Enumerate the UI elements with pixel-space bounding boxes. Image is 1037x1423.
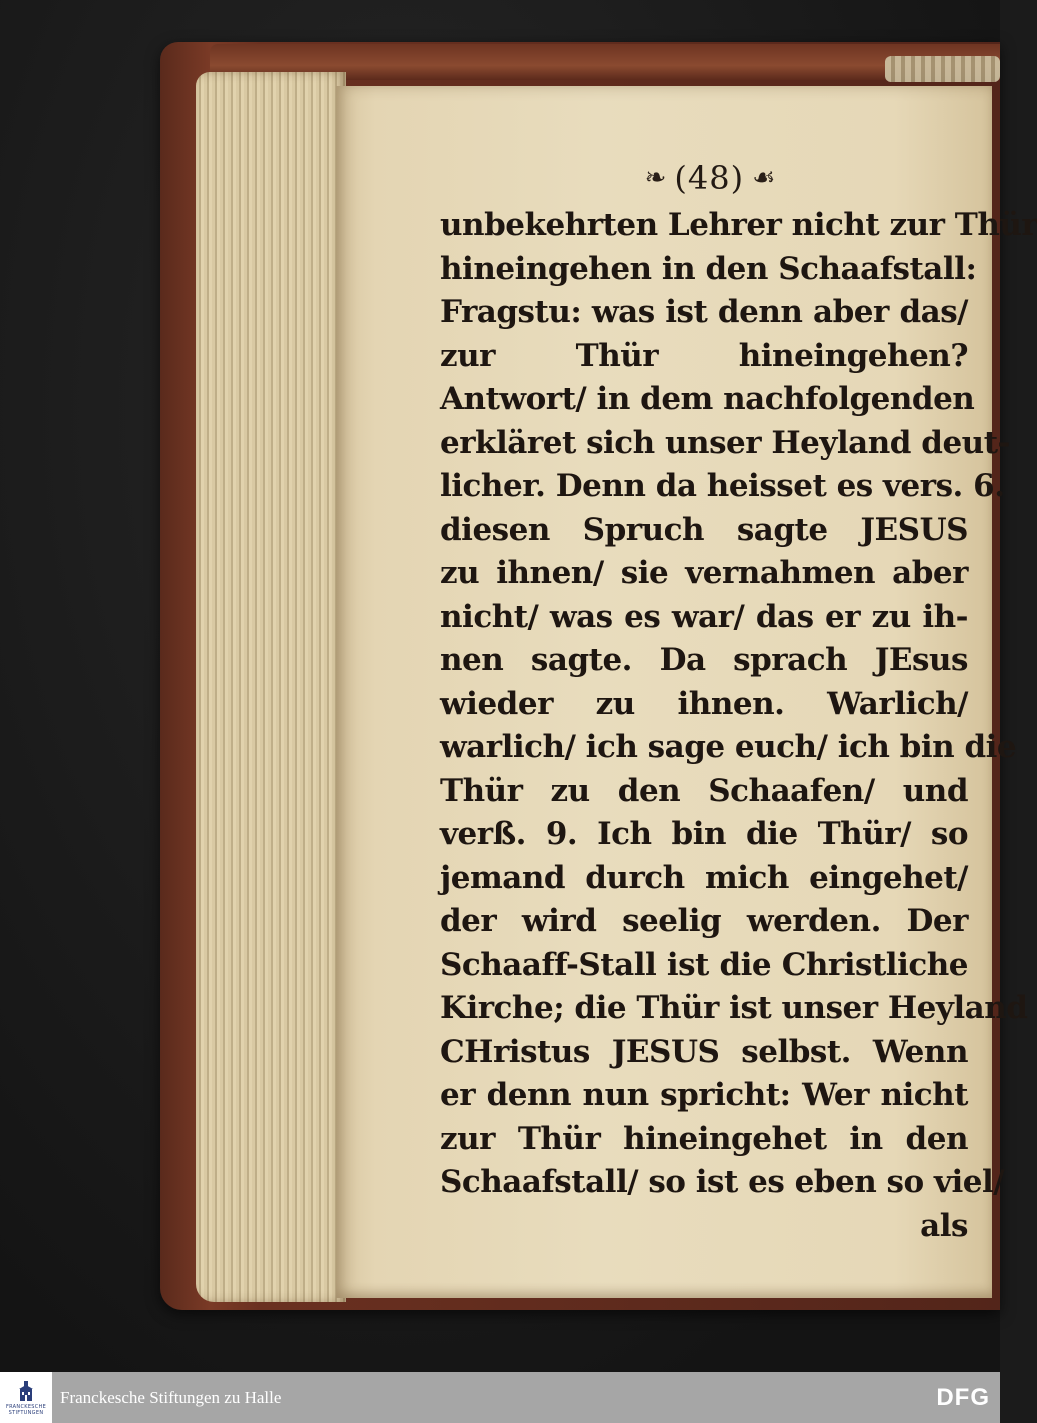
page-edges: [196, 72, 346, 1302]
text-line: diesen Spruch sagte JESUS: [440, 511, 968, 548]
binding-thread: [885, 56, 1000, 82]
catchword: als: [920, 1207, 968, 1244]
text-line: nen sagte. Da sprach JEsus: [440, 642, 968, 678]
text-line: Kirche; die Thür ist unser Heyland: [440, 990, 1028, 1026]
text-line: Schaafstall/ so ist es eben so viel/: [440, 1164, 1005, 1200]
text-line: zur Thür hineingehen?: [440, 337, 968, 374]
institution-logo[interactable]: [0, 1372, 52, 1423]
logo-text-2: STIFTUNGEN: [8, 1409, 44, 1416]
text-line: jemand durch mich eingehet/: [440, 859, 968, 896]
text-line: licher. Denn da heisset es vers. 6.: [440, 468, 1005, 504]
text-line: wieder zu ihnen. Warlich/: [440, 685, 968, 722]
text-line: unbekehrten Lehrer nicht zur Thür: [440, 207, 1037, 243]
text-line: warlich/ ich sage euch/ ich bin die: [440, 729, 1017, 765]
text-line: der wird seelig werden. Der: [440, 903, 968, 939]
text-line: erkläret sich unser Heyland deut-: [440, 424, 1010, 461]
page-text: [440, 204, 1037, 1248]
text-line: verß. 9. Ich bin die Thür/ so: [440, 816, 968, 852]
text-line: hineingehen in den Schaafstall:: [440, 250, 977, 287]
text-line: zu ihnen/ sie vernahmen aber: [440, 555, 968, 591]
text-line: Fragstu: was ist denn aber das/: [440, 294, 968, 330]
institution-name: Franckesche Stiftungen zu Halle: [60, 1387, 282, 1407]
logo-text-1: FRANCKESCHE: [5, 1403, 47, 1410]
text-line: Antwort/ in dem nachfolgenden: [440, 381, 975, 417]
ornament-left-icon: ❧: [644, 163, 667, 193]
text-line: Thür zu den Schaafen/ und: [440, 772, 968, 809]
page-number: (48): [674, 159, 745, 197]
page-header: [590, 158, 830, 198]
text-line: zur Thür hineingehet in den: [440, 1120, 968, 1157]
text-line: nicht/ was es war/ das er zu ih-: [440, 598, 968, 635]
text-line: CHristus JESUS selbst. Wenn: [440, 1033, 968, 1070]
text-line: Schaaff-Stall ist die Christliche: [440, 946, 968, 983]
ornament-right-icon: ☙: [752, 163, 776, 193]
orphanage-building-icon: [16, 1380, 36, 1404]
text-line: er denn nun spricht: Wer nicht: [440, 1077, 968, 1113]
viewer-footer: [0, 1372, 1000, 1423]
dfg-logo[interactable]: DFG: [936, 1384, 990, 1411]
